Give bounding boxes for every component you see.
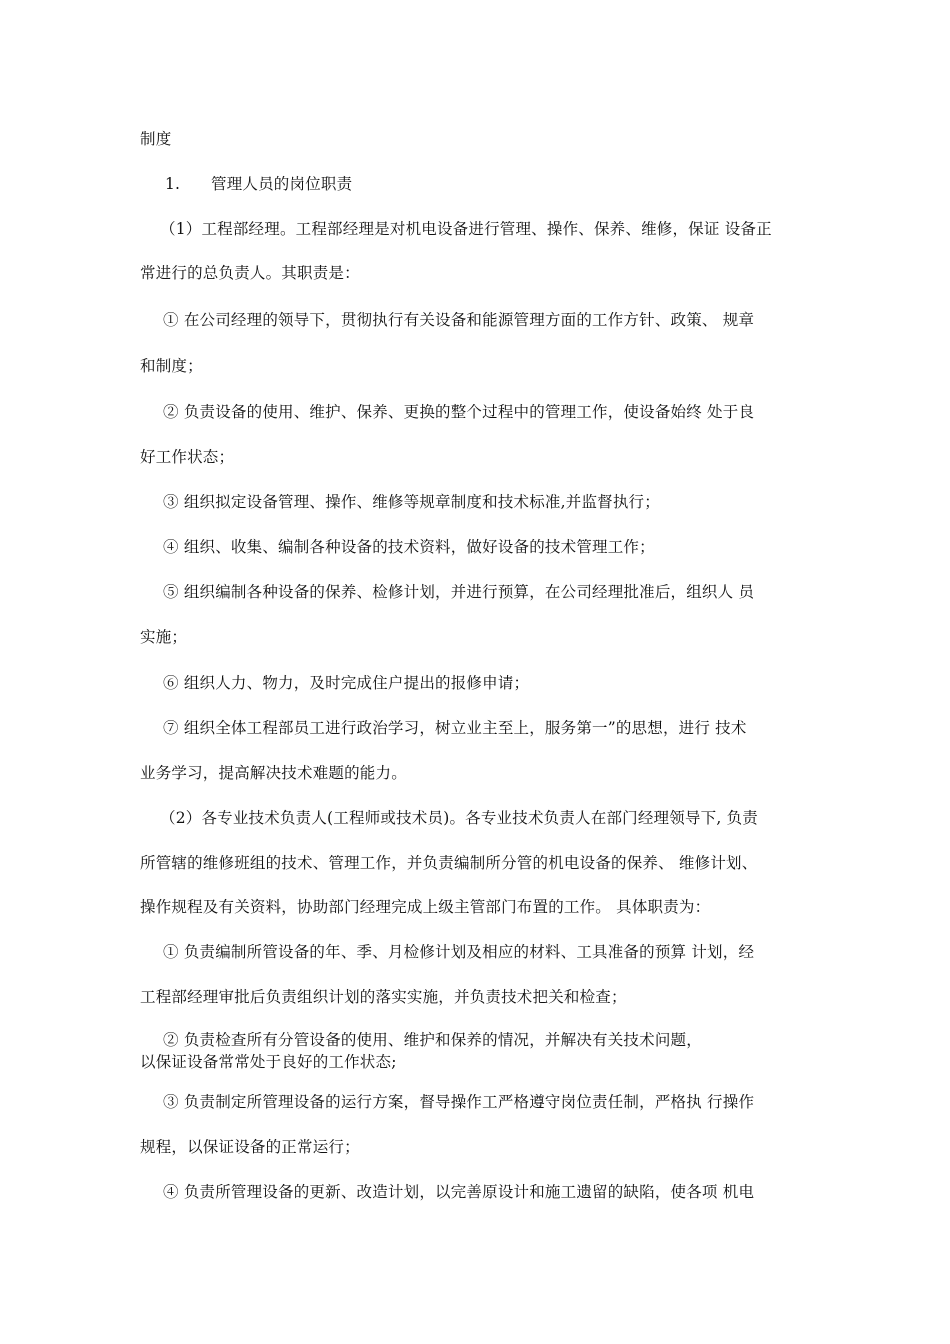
text-line: 和制度； <box>140 357 203 375</box>
text-line: ⑥ 组织人力、物力，及时完成住户提出的报修申请； <box>163 674 530 692</box>
text-line: 工程部经理审批后负责组织计划的落实实施，并负责技术把关和检查； <box>140 988 627 1006</box>
text-line: ④ 负责所管理设备的更新、改造计划，以完善原设计和施工遗留的缺陷，使各项 机电 <box>163 1183 755 1201</box>
text-line: 规程，以保证设备的正常运行； <box>140 1138 360 1156</box>
text-line: 以保证设备常常处于良好的工作状态; <box>140 1053 397 1071</box>
text-line: ⑤ 组织编制各种设备的保养、检修计划，并进行预算，在公司经理批准后，组织人 员 <box>163 583 755 601</box>
text-line: （2）各专业技术负责人(工程师或技术员)。各专业技术负责人在部门经理领导下, 负责 <box>160 809 759 827</box>
section-heading <box>165 174 352 194</box>
text-line: ① 负责编制所管设备的年、季、月检修计划及相应的材料、工具准备的预算 计划，经 <box>163 943 755 961</box>
text-line: 常进行的总负责人。其职责是： <box>140 264 360 282</box>
text-line: 操作规程及有关资料，协助部门经理完成上级主管部门布置的工作。 具体职责为： <box>140 898 711 916</box>
text-line: ③ 组织拟定设备管理、操作、维修等规章制度和技术标准,并监督执行； <box>163 493 660 511</box>
text-line: 实施； <box>140 628 188 646</box>
text-line: ① 在公司经理的领导下，贯彻执行有关设备和能源管理方面的工作方针、政策、 规章 <box>163 311 755 329</box>
text-line: 所管辖的维修班组的技术、管理工作，并负责编制所分管的机电设备的保养、 维修计划、 <box>140 854 758 872</box>
text-line: （1）工程部经理。工程部经理是对机电设备进行管理、操作、保养、维修，保证 设备正 <box>160 220 772 238</box>
text-line: ⑦ 组织全体工程部员工进行政治学习，树立业主至上，服务第一”的思想，进行 技术 <box>163 719 747 737</box>
heading-top: 制度 <box>140 130 172 148</box>
section-title: 管理人员的岗位职责 <box>211 175 353 193</box>
text-line: ③ 负责制定所管理设备的运行方案，督导操作工严格遵守岗位责任制，严格执 行操作 <box>163 1093 755 1111</box>
text-line: 业务学习，提高解决技术难题的能力。 <box>140 764 407 782</box>
text-line: ② 负责检查所有分管设备的使用、维护和保养的情况，并解决有关技术问题， <box>163 1031 702 1049</box>
section-number: 1. <box>165 175 181 193</box>
text-line: 好工作状态； <box>140 448 235 466</box>
text-line: ② 负责设备的使用、维护、保养、更换的整个过程中的管理工作，使设备始终 处于良 <box>163 403 755 421</box>
text-line: ④ 组织、收集、编制各种设备的技术资料，做好设备的技术管理工作； <box>163 538 655 556</box>
